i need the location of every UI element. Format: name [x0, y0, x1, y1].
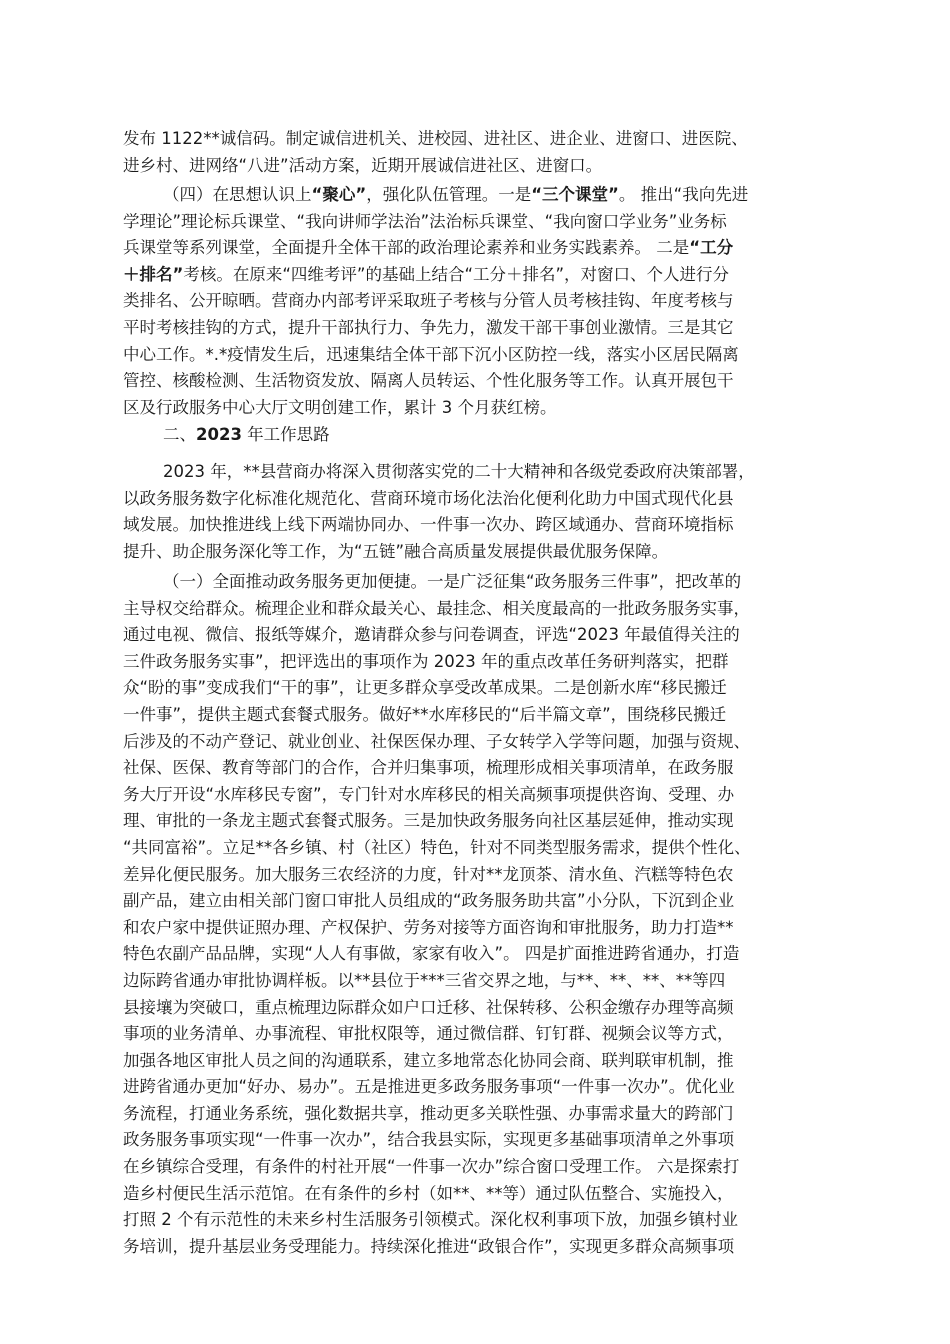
text-line: 以政务服务数字化标准化规范化、营商环境市场化法治化便利化助力中国式现代化县 [123, 488, 734, 508]
text-line: （四）在思想认识上“聚心”，强化队伍管理。一是“三个课堂”。 推出“我向先进 [163, 185, 749, 204]
text-line: 和农户家中提供证照办理、产权保护、劳务对接等方面咨询和审批服务，助力打造** [123, 917, 734, 937]
text-line: 众“盼的事”变成我们“干的事”，让更多群众享受改革成果。二是创新水库“移民搬迁 [123, 678, 727, 698]
text-line: 三件政务服务实事”，把评选出的事项作为 2023 年的重点改革任务研判落实，把群 [123, 651, 729, 671]
text-line: 务培训，提升基层业务受理能力。持续深化推进“政银合作”，实现更多群众高频事项 [123, 1236, 735, 1256]
paragraph-2023-overview [123, 459, 833, 565]
text-line: 理、审批的一条龙主题式套餐式服务。三是加快政务服务向社区基层延伸，推动实现 [123, 811, 734, 831]
text-line: 社保、医保、教育等部门的合作，合并归集事项，梳理形成相关事项清单，在政务服 [123, 758, 734, 778]
text-line: 通过电视、微信、报纸等媒介，邀请群众参与问卷调查，评选“2023 年最值得关注的 [123, 625, 740, 645]
section-heading-2023-work-plan [123, 422, 833, 449]
paragraph-section-4-team-management [123, 182, 833, 421]
text-line: （一）全面推动政务服务更加便捷。一是广泛征集“政务服务三件事”，把改革的 [163, 572, 742, 591]
text-line: 边际跨省通办审批协调样板。以**县位于***三省交界之地，与**、**、**、**等四 [123, 970, 726, 990]
paragraph-integrity-code [123, 126, 833, 179]
text-line: 务流程，打通业务系统，强化数据共享，推动更多关联性强、办事需求量大的跨部门 [123, 1103, 734, 1123]
text-line: 务大厅开设“水库移民专窗”，专门针对水库移民的相关高频事项提供咨询、受理、办 [123, 784, 735, 804]
text-line: 进乡村、进网络“八进”活动方案，近期开展诚信进社区、进窗口。 [123, 155, 603, 175]
text-line: 域发展。加快推进线上线下两端协同办、一件事一次办、跨区域通办、营商环境指标 [123, 515, 734, 535]
text-line: 发布 1122**诚信码。制定诚信进机关、进校园、进社区、进企业、进窗口、进医院、 [123, 129, 748, 148]
text-line: “共同富裕”。立足**各乡镇、村（社区）特色，针对不同类型服务需求，提供个性化、 [123, 837, 751, 857]
text-line: 差异化便民服务。加大服务三农经济的力度，针对**龙顶茶、清水鱼、汽糕等特色农 [123, 864, 734, 884]
text-line: 区及行政服务中心大厅文明创建工作，累计 3 个月获红榜。 [123, 397, 557, 417]
paragraph-section-1-government-services [123, 569, 833, 1260]
text-line: 兵课堂等系列课堂，全面提升全体干部的政治理论素养和业务实践素养。 二是“工分 [123, 238, 734, 258]
text-line: 二、2023 年工作思路 [163, 425, 330, 444]
text-line: 学理论”理论标兵课堂、“我向讲师学法治”法治标兵课堂、“我向窗口学业务”业务标 [123, 211, 727, 231]
text-line: 中心工作。*.*疫情发生后，迅速集结全体干部下沉小区防控一线，落实小区居民隔离 [123, 344, 739, 364]
text-line: ＋排名”考核。在原来“四维考评”的基础上结合“工分＋排名”，对窗口、个人进行分 [123, 264, 730, 284]
text-line: 类排名、公开晾晒。营商办内部考评采取班子考核与分管人员考核挂钩、年度考核与 [123, 291, 734, 311]
text-line: 造乡村便民生活示范馆。在有条件的乡村（如**、**等）通过队伍整合、实施投入， [123, 1183, 734, 1203]
text-line: 事项的业务清单、办事流程、审批权限等，通过微信群、钉钉群、视频会议等方式， [123, 1024, 734, 1044]
text-line: 在乡镇综合受理，有条件的村社开展“一件事一次办”综合窗口受理工作。 六是探索打 [123, 1157, 740, 1177]
text-line: 提升、助企服务深化等工作，为“五链”融合高质量发展提供最优服务保障。 [123, 541, 669, 561]
text-line: 主导权交给群众。梳理企业和群众最关心、最挂念、相关度最高的一批政务服务实事， [123, 598, 750, 618]
text-line: 一件事”，提供主题式套餐式服务。做好**水库移民的“后半篇文章”，围绕移民搬迁 [123, 704, 727, 724]
text-line: 2023 年，**县营商办将深入贯彻落实党的二十大精神和各级党委政府决策部署， [163, 462, 755, 481]
text-line: 加强各地区审批人员之间的沟通联系，建立多地常态化协同会商、联判联审机制，推 [123, 1050, 734, 1070]
text-line: 后涉及的不动产登记、就业创业、社保医保办理、子女转学入学等问题，加强与资规、 [123, 731, 750, 751]
text-line: 副产品，建立由相关部门窗口审批人员组成的“政务服务助共富”小分队，下沉到企业 [123, 891, 735, 911]
text-line: 县接壤为突破口，重点梳理边际群众如户口迁移、社保转移、公积金缴存办理等高频 [123, 997, 734, 1017]
text-line: 特色农副产品品牌，实现“人人有事做，家家有收入”。 四是扩面推进跨省通办，打造 [123, 944, 740, 964]
text-line: 管控、核酸检测、生活物资发放、隔离人员转运、个性化服务等工作。认真开展包干 [123, 371, 734, 391]
text-line: 进跨省通办更加“好办、易办”。五是推进更多政务服务事项“一件事一次办”。优化业 [123, 1077, 735, 1097]
text-line: 打照 2 个有示范性的未来乡村生活服务引领模式。深化权利事项下放，加强乡镇村业 [123, 1210, 738, 1230]
text-line: 政务服务事项实现“一件事一次办”，结合我县实际，实现更多基础事项清单之外事项 [123, 1130, 735, 1150]
text-line: 平时考核挂钩的方式，提升干部执行力、争先力，激发干部干事创业激情。三是其它 [123, 317, 734, 337]
